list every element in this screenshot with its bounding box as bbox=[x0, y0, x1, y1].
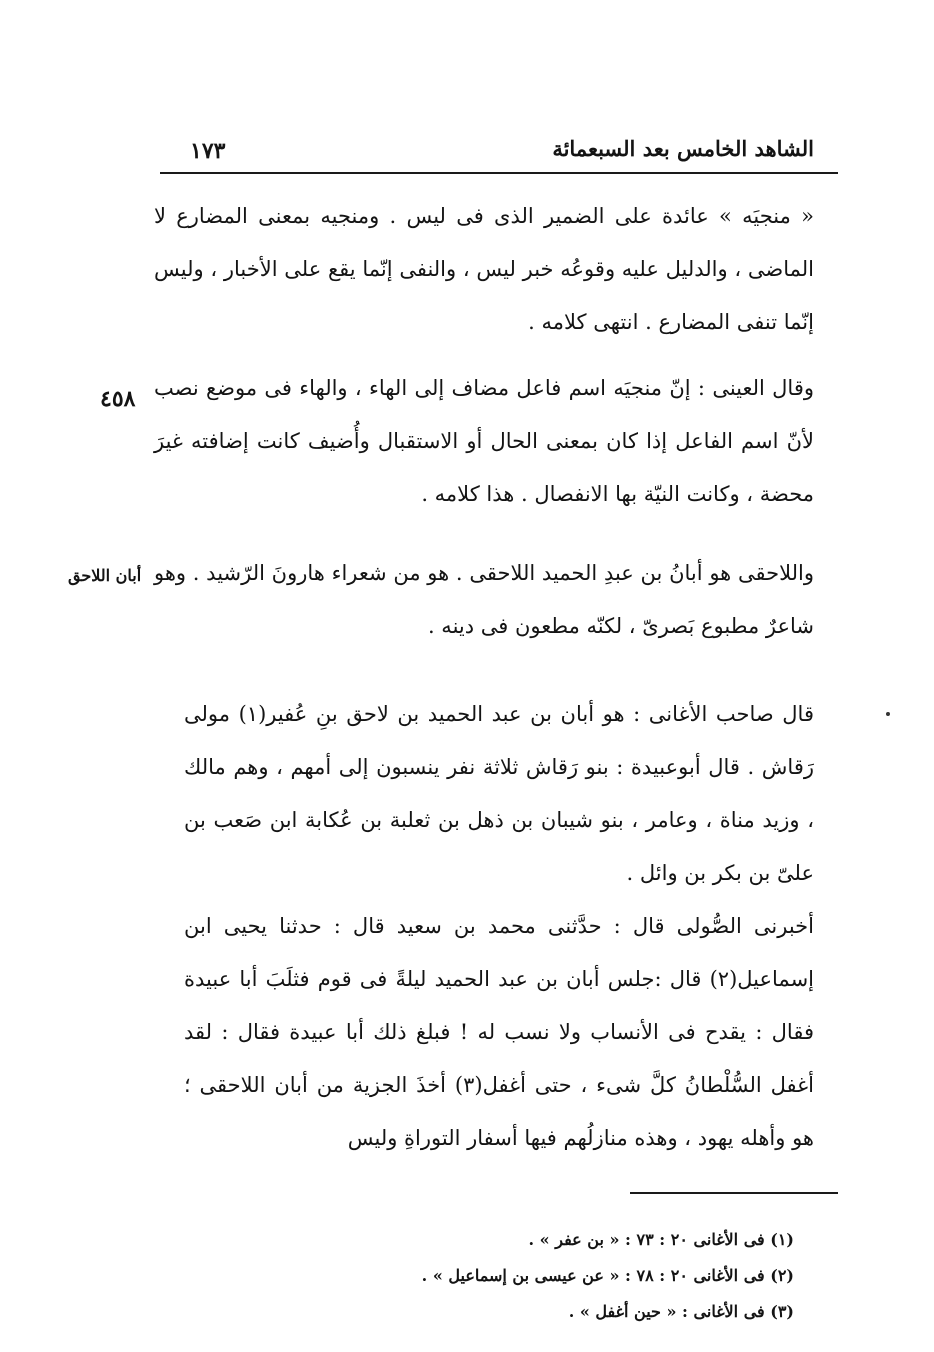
footnotes bbox=[294, 1222, 794, 1330]
footnote-3: (٣) فى الأغانى : « حين أغفل » . bbox=[568, 1302, 794, 1321]
page-number: ١٧٣ bbox=[190, 138, 226, 164]
running-header-title: الشاهد الخامس بعد السبعمائة bbox=[552, 136, 814, 161]
paragraph-5: أخبرنى الصُّولى قال : حدَّثنى محمد بن سعيد قال : حدثنا يحيى ابن إسماعيل(٢) قال :جلس أبان بن عبد الحميد ليلةً فى قوم فثلَبَ أبا عبيدة فقال : يقدح فى الأنساب ولا نسب له ! فبلغ ذلك أبا عبيدة فقال : لقد أغفل السُّلْطانُ كلَّ شىء ، حتى أغفل(٣) أخذَ الجزية من أبان اللاحقى ؛ هو وأهله يهود ، وهذه منازلُهم فيها أسفار التوراةِ وليس bbox=[184, 914, 814, 1150]
paragraph-2: وقال العينى : إنّ منجيَه اسم فاعل مضاف إلى الهاء ، والهاء فى موضع نصب لأنّ اسم الفاعل إذا كان بمعنى الحال أو الاستقبال وأُضيف كانت إضافته غيرَ محضة ، وكانت النيّة بها الانفصال . هذا كلامه . bbox=[154, 376, 814, 506]
paragraph-1: « منجيَه » عائدة على الضمير الذى فى ليس . ومنجيه بمعنى المضارع لا الماضى ، والدليل عليه وقوعُه خبر ليس ، والنفى إنّما يقع على الأخبار ، وليس إنّما تنفى المضارع . انتهى كلامه . bbox=[154, 204, 814, 334]
scan-mark bbox=[886, 712, 890, 716]
paragraph-3: واللاحقى هو أبانُ بن عبدِ الحميد اللاحقى . هو من شعراء هارونَ الرّشيد . وهو شاعرٌ مطبوع بَصرىّ ، لكنّه مطعون فى دينه . bbox=[154, 561, 814, 638]
margin-verse-number: ٤٥٨ bbox=[100, 386, 136, 412]
margin-note-name: أبان اللاحق bbox=[68, 566, 142, 585]
footnote-1: (١) فى الأغانى ٢٠ : ٧٣ : « بن عفر » . bbox=[528, 1230, 794, 1249]
header-rule bbox=[160, 172, 838, 174]
footnote-2: (٢) فى الأغانى ٢٠ : ٧٨ : « عن عيسى بن إسماعيل » . bbox=[421, 1266, 794, 1285]
footnote-rule bbox=[630, 1192, 838, 1194]
paragraph-4: قال صاحب الأغانى : هو أبان بن عبد الحميد بن لاحق بنِ عُفير(١) مولى رَقاش . قال أبوعبيدة : بنو رَقاش ثلاثة نفر ينسبون إلى أمهم ، وهم مالك ، وزيد مناة ، وعامر ، بنو شيبان بن ذهل بن ثعلبة بن عُكابة ابن صَعب بن علىّ بن بكر بن وائل . bbox=[184, 702, 814, 885]
